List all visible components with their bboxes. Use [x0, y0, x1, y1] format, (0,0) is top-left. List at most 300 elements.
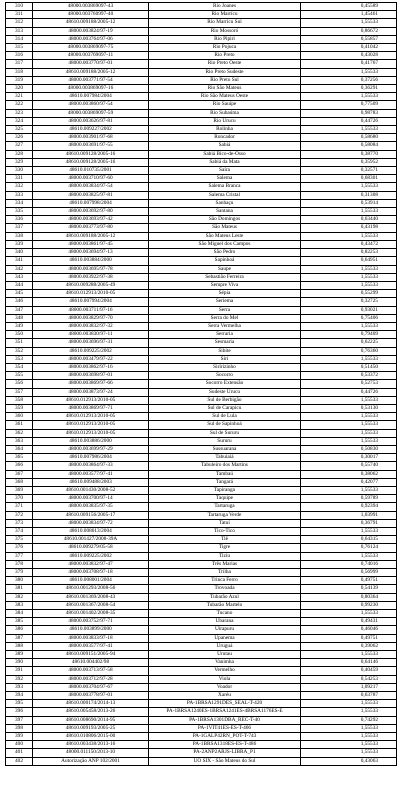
table-row: [6, 536, 397, 544]
process-number-cell: 48610.003886/2000: [33, 437, 149, 445]
rate-value-cell: 1,55533: [301, 700, 397, 708]
process-number-cell: 48610.009279/05-58: [33, 544, 149, 552]
fields-table: [5, 2, 397, 766]
table-row: [6, 724, 397, 732]
field-name-cell: Saupe: [149, 265, 301, 273]
table-row: [6, 298, 397, 306]
field-name-cell: Rio Preto: [149, 52, 301, 60]
row-number-cell: 398: [6, 724, 33, 732]
table-row: [6, 495, 397, 503]
process-number-cell: 48610.009128/2005-16: [33, 158, 149, 166]
process-number-cell: 48610.003438/2013-16: [33, 741, 149, 749]
table-body: [6, 3, 397, 766]
process-number-cell: 48610.005458/2013-26: [33, 708, 149, 716]
process-number-cell: 48000.003694/97-13: [33, 249, 149, 257]
field-name-cell: Rio São Mateus: [149, 85, 301, 93]
field-name-cell: São Mateus Leste: [149, 232, 301, 240]
table-row: [6, 208, 397, 216]
row-number-cell: 353: [6, 355, 33, 363]
row-number-cell: 338: [6, 232, 33, 240]
row-number-cell: 350: [6, 331, 33, 339]
rate-value-cell: 1,55533: [301, 741, 397, 749]
row-number-cell: 399: [6, 733, 33, 741]
row-number-cell: 311: [6, 11, 33, 19]
process-number-cell: 48000.003696/97-31: [33, 339, 149, 347]
rate-value-cell: 0,31308: [301, 191, 397, 199]
table-row: [6, 388, 397, 396]
field-name-cell: PA-1BRSA1301DBA_REC-T-40: [149, 716, 301, 724]
table-row: [6, 3, 397, 11]
rate-value-cell: 0,41042: [301, 44, 397, 52]
table-row: [6, 462, 397, 470]
row-number-cell: 327: [6, 142, 33, 150]
row-number-cell: 343: [6, 273, 33, 281]
row-number-cell: 346: [6, 298, 33, 306]
process-number-cell: 48000.003869097-16: [33, 85, 149, 93]
process-number-cell: 48610.000174/2014-13: [33, 700, 149, 708]
rate-value-cell: 0,54139: [301, 585, 397, 593]
rate-value-cell: 1,55533: [301, 183, 397, 191]
process-number-cell: 48610.007998/2004: [33, 199, 149, 207]
process-number-cell: 48000.003770/97-01: [33, 60, 149, 68]
field-name-cell: Sabiá da Mata: [149, 158, 301, 166]
rate-value-cell: 0,49431: [301, 618, 397, 626]
field-name-cell: UO SIX - São Mateus do Sul: [149, 757, 301, 765]
field-name-cell: PA-1BRSA1318ES-ES-T-486: [149, 741, 301, 749]
table-row: [6, 445, 397, 453]
table-row: [6, 478, 397, 486]
process-number-cell: 48000.003829/97-70: [33, 314, 149, 322]
rate-value-cell: 0,38062: [301, 470, 397, 478]
table-row: [6, 519, 397, 527]
row-number-cell: 323: [6, 109, 33, 117]
process-number-cell: 48610.009225/2002: [33, 347, 149, 355]
rate-value-cell: 1,55533: [301, 708, 397, 716]
rate-value-cell: 1,55533: [301, 273, 397, 281]
process-number-cell: 48000.003830/97-11: [33, 331, 149, 339]
process-number-cell: 48000.003901/97-68: [33, 134, 149, 142]
row-number-cell: 363: [6, 437, 33, 445]
row-number-cell: 318: [6, 68, 33, 76]
rate-value-cell: 1,55533: [301, 486, 397, 494]
row-number-cell: 402: [6, 757, 33, 765]
rate-value-cell: 0,74292: [301, 716, 397, 724]
rate-value-cell: 0,93021: [301, 306, 397, 314]
row-number-cell: 383: [6, 601, 33, 609]
rate-value-cell: 0,92394: [301, 503, 397, 511]
field-name-cell: Sépia: [149, 290, 301, 298]
table-row: [6, 85, 397, 93]
process-number-cell: 48000.003626/97-81: [33, 117, 149, 125]
field-name-cell: Tigre: [149, 544, 301, 552]
process-number-cell: 48000.003693/97-42: [33, 216, 149, 224]
field-name-cell: Sul de Carapicu: [149, 404, 301, 412]
process-number-cell: 48610.008690/2014-95: [33, 716, 149, 724]
row-number-cell: 337: [6, 224, 33, 232]
row-number-cell: 325: [6, 126, 33, 134]
field-name-cell: Sudeste Urucu: [149, 388, 301, 396]
process-number-cell: 48610.003899/2000: [33, 626, 149, 634]
field-name-cell: Sul de Berbigão: [149, 396, 301, 404]
table-row: [6, 372, 397, 380]
rate-value-cell: 0,53130: [301, 404, 397, 412]
row-number-cell: 310: [6, 3, 33, 11]
rate-value-cell: 1,55533: [301, 208, 397, 216]
field-name-cell: Sul de Sapinhoá: [149, 421, 301, 429]
field-name-cell: Tartaruga Verde: [149, 511, 301, 519]
process-number-cell: 48000.011150/2013-10: [33, 749, 149, 757]
row-number-cell: 393: [6, 683, 33, 691]
process-number-cell: 48000.003708/97-18: [33, 569, 149, 577]
rate-value-cell: 1,55533: [301, 19, 397, 27]
rate-value-cell: 0,45589: [301, 3, 397, 11]
table-row: [6, 429, 397, 437]
table-row: [6, 733, 397, 741]
field-name-cell: Rio Urucu: [149, 117, 301, 125]
process-number-cell: 48610.007984/2004: [33, 93, 149, 101]
field-name-cell: Sururu: [149, 437, 301, 445]
process-number-cell: 48610.009188/2005-12: [33, 232, 149, 240]
field-name-cell: Salema Branca: [149, 183, 301, 191]
field-name-cell: Tiê: [149, 536, 301, 544]
table-row: [6, 224, 397, 232]
row-number-cell: 347: [6, 306, 33, 314]
table-row: [6, 265, 397, 273]
field-name-cell: Trovoada: [149, 585, 301, 593]
field-name-cell: Serra do Mel: [149, 314, 301, 322]
field-name-cell: Rio Subaúma: [149, 109, 301, 117]
field-name-cell: PA-1BRSA1240ES-1BRSA1241ES-4BRSA1176ES-E: [149, 708, 301, 716]
rate-value-cell: 0,32571: [301, 167, 397, 175]
process-number-cell: 48000.003869/97-71: [33, 404, 149, 412]
field-name-cell: Voador: [149, 683, 301, 691]
table-row: [6, 199, 397, 207]
rate-value-cell: 0,35952: [301, 158, 397, 166]
field-name-cell: Upanema: [149, 634, 301, 642]
rate-value-cell: 0,74016: [301, 560, 397, 568]
table-row: [6, 101, 397, 109]
process-number-cell: 48000.003861/97-45: [33, 240, 149, 248]
rate-value-cell: 0,63787: [301, 692, 397, 700]
field-name-cell: Tangará: [149, 478, 301, 486]
rate-value-cell: 0,36291: [301, 85, 397, 93]
process-number-cell: 48000.003833/97-18: [33, 634, 149, 642]
table-row: [6, 134, 397, 142]
table-row: [6, 667, 397, 675]
row-number-cell: 380: [6, 577, 33, 585]
field-name-cell: Taquipe: [149, 495, 301, 503]
table-row: [6, 35, 397, 43]
process-number-cell: 48000.003577/97-41: [33, 470, 149, 478]
row-number-cell: 341: [6, 257, 33, 265]
table-row: [6, 404, 397, 412]
rate-value-cell: 0,55740: [301, 462, 397, 470]
field-name-cell: PA-2ANP2ARJS-LIBRA_P1: [149, 749, 301, 757]
rate-value-cell: 1,09217: [301, 683, 397, 691]
process-number-cell: 48610.012913/2010-05: [33, 290, 149, 298]
table-row: [6, 560, 397, 568]
field-name-cell: Siri: [149, 355, 301, 363]
row-number-cell: 340: [6, 249, 33, 257]
table-row: [6, 191, 397, 199]
row-number-cell: 342: [6, 265, 33, 273]
rate-value-cell: 0,86672: [301, 27, 397, 35]
row-number-cell: 360: [6, 413, 33, 421]
row-number-cell: 316: [6, 52, 33, 60]
document-page: [5, 2, 397, 766]
rate-value-cell: 0,50830: [301, 445, 397, 453]
rate-value-cell: 1,55533: [301, 281, 397, 289]
rate-value-cell: 1,55533: [301, 68, 397, 76]
table-row: [6, 109, 397, 117]
process-number-cell: Autorização ANP 102/2001: [33, 757, 149, 765]
field-name-cell: Tatuí: [149, 519, 301, 527]
process-number-cell: 48610.008001/2004: [33, 577, 149, 585]
field-name-cell: Tabuleiro dos Martins: [149, 462, 301, 470]
table-row: [6, 454, 397, 462]
process-number-cell: 48610.004402/98: [33, 659, 149, 667]
row-number-cell: 356: [6, 380, 33, 388]
field-name-cell: Trinca Ferro: [149, 577, 301, 585]
table-row: [6, 216, 397, 224]
field-name-cell: Rio Marrícu: [149, 11, 301, 19]
row-number-cell: 339: [6, 240, 33, 248]
field-name-cell: Rio São Mateus Oeste: [149, 93, 301, 101]
field-name-cell: Rio Marrícu Sul: [149, 19, 301, 27]
process-number-cell: 48000.003769097-11: [33, 52, 149, 60]
table-row: [6, 503, 397, 511]
rate-value-cell: 0,44726: [301, 117, 397, 125]
process-number-cell: 48000.003698/97-01: [33, 372, 149, 380]
process-number-cell: 48000.003873/97-24: [33, 388, 149, 396]
field-name-cell: Socorro Extensão: [149, 380, 301, 388]
rate-value-cell: 1,55533: [301, 437, 397, 445]
table-row: [6, 19, 397, 27]
field-name-cell: São Miguel dos Campos: [149, 240, 301, 248]
rate-value-cell: 1,45461: [301, 11, 397, 19]
field-name-cell: Serra Vermelha: [149, 322, 301, 330]
table-row: [6, 167, 397, 175]
table-row: [6, 52, 397, 60]
field-name-cell: Uruguá: [149, 642, 301, 650]
field-name-cell: Tubarão Martelo: [149, 601, 301, 609]
table-row: [6, 700, 397, 708]
rate-value-cell: 0,37256: [301, 76, 397, 84]
table-row: [6, 380, 397, 388]
rate-value-cell: 1,55533: [301, 651, 397, 659]
rate-value-cell: 0,49751: [301, 634, 397, 642]
row-number-cell: 367: [6, 470, 33, 478]
process-number-cell: 48610.009188/2005-12: [33, 68, 149, 76]
row-number-cell: 381: [6, 585, 33, 593]
field-name-cell: São Domingos: [149, 216, 301, 224]
table-row: [6, 593, 397, 601]
process-number-cell: 48000.003691/97-55: [33, 142, 149, 150]
process-number-cell: 48610.009227/2002: [33, 126, 149, 134]
table-row: [6, 569, 397, 577]
row-number-cell: 385: [6, 618, 33, 626]
rate-value-cell: 1,55533: [301, 733, 397, 741]
process-number-cell: 48000.003752/97-71: [33, 618, 149, 626]
process-number-cell: 48610.001293/2008-56: [33, 585, 149, 593]
process-number-cell: 48610.001369/2008-43: [33, 593, 149, 601]
process-number-cell: 48610.012913/2010-05: [33, 429, 149, 437]
process-number-cell: 48610.001367/2008-54: [33, 601, 149, 609]
table-row: [6, 93, 397, 101]
rate-value-cell: 0,62225: [301, 339, 397, 347]
table-row: [6, 150, 397, 158]
row-number-cell: 369: [6, 486, 33, 494]
rate-value-cell: 0,75406: [301, 314, 397, 322]
rate-value-cell: 0,39062: [301, 642, 397, 650]
process-number-cell: 48000.003869/97-66: [33, 380, 149, 388]
rate-value-cell: 0,43063: [301, 757, 397, 765]
process-number-cell: 48000.003869097-43: [33, 3, 149, 11]
rate-value-cell: 0,82253: [301, 249, 397, 257]
row-number-cell: 321: [6, 93, 33, 101]
rate-value-cell: 0,58084: [301, 142, 397, 150]
rate-value-cell: 1,55533: [301, 93, 397, 101]
rate-value-cell: 1,55533: [301, 265, 397, 273]
field-name-cell: Serraria: [149, 331, 301, 339]
table-row: [6, 396, 397, 404]
row-number-cell: 387: [6, 634, 33, 642]
field-name-cell: PA-1GALP42RN_POT-T-743: [149, 733, 301, 741]
rate-value-cell: 1,55533: [301, 396, 397, 404]
process-number-cell: 48000.003713/97-58: [33, 667, 149, 675]
field-name-cell: Sul de Sururu: [149, 429, 301, 437]
field-name-cell: Santana: [149, 208, 301, 216]
row-number-cell: 344: [6, 281, 33, 289]
field-name-cell: Trilha: [149, 569, 301, 577]
row-number-cell: 349: [6, 322, 33, 330]
row-number-cell: 317: [6, 60, 33, 68]
row-number-cell: 371: [6, 503, 33, 511]
table-row: [6, 486, 397, 494]
process-number-cell: 48610.012913/2010-05: [33, 413, 149, 421]
rate-value-cell: 0,64146: [301, 659, 397, 667]
table-row: [6, 577, 397, 585]
field-name-cell: Tapiranga: [149, 486, 301, 494]
rate-value-cell: 0,77509: [301, 101, 397, 109]
row-number-cell: 374: [6, 528, 33, 536]
table-row: [6, 601, 397, 609]
process-number-cell: 48610.009188/2005-12: [33, 19, 149, 27]
field-name-cell: Rio Preto Sul: [149, 76, 301, 84]
rate-value-cell: 0,63440: [301, 216, 397, 224]
table-row: [6, 68, 397, 76]
process-number-cell: 48610.009128/2005-16: [33, 150, 149, 158]
table-row: [6, 413, 397, 421]
field-name-cell: Sapinhoá: [149, 257, 301, 265]
process-number-cell: 48000.003479/97-22: [33, 355, 149, 363]
process-number-cell: 48000.003764/97-06: [33, 35, 149, 43]
rate-value-cell: 0,44726: [301, 388, 397, 396]
field-name-cell: Tubarão Azul: [149, 593, 301, 601]
table-row: [6, 355, 397, 363]
row-number-cell: 388: [6, 642, 33, 650]
row-number-cell: 396: [6, 708, 33, 716]
row-number-cell: 313: [6, 27, 33, 35]
row-number-cell: 361: [6, 421, 33, 429]
process-number-cell: 48000.003834/97-72: [33, 519, 149, 527]
rate-value-cell: 0,76360: [301, 347, 397, 355]
process-number-cell: 48000.003695/97-78: [33, 265, 149, 273]
table-row: [6, 11, 397, 19]
row-number-cell: 335: [6, 208, 33, 216]
row-number-cell: 354: [6, 363, 33, 371]
table-row: [6, 240, 397, 248]
field-name-cell: Rio Preto Oeste: [149, 60, 301, 68]
row-number-cell: 355: [6, 372, 33, 380]
rate-value-cell: 0,38770: [301, 150, 397, 158]
row-number-cell: 319: [6, 76, 33, 84]
row-number-cell: 315: [6, 44, 33, 52]
table-row: [6, 339, 397, 347]
field-name-cell: Rio Pojuca: [149, 44, 301, 52]
rate-value-cell: 1,55533: [301, 429, 397, 437]
table-row: [6, 175, 397, 183]
process-number-cell: 48000.003771/97-54: [33, 76, 149, 84]
row-number-cell: 322: [6, 101, 33, 109]
process-number-cell: 48610.003884/2000: [33, 257, 149, 265]
row-number-cell: 330: [6, 167, 33, 175]
process-number-cell: 48610.001402/2008-35: [33, 610, 149, 618]
field-name-cell: Seriema: [149, 298, 301, 306]
rate-value-cell: 0,36791: [301, 519, 397, 527]
field-name-cell: Salema Cristal: [149, 191, 301, 199]
rate-value-cell: 0,51450: [301, 363, 397, 371]
process-number-cell: 48000.003710/97-60: [33, 175, 149, 183]
row-number-cell: 351: [6, 339, 33, 347]
table-row: [6, 249, 397, 257]
rate-value-cell: 1,55533: [301, 724, 397, 732]
rate-value-cell: 0,79409: [301, 331, 397, 339]
field-name-cell: Serra: [149, 306, 301, 314]
table-row: [6, 749, 397, 757]
rate-value-cell: 0,49751: [301, 577, 397, 585]
table-row: [6, 683, 397, 691]
row-number-cell: 333: [6, 191, 33, 199]
row-number-cell: 336: [6, 216, 33, 224]
field-name-cell: PA-1BRSA1291DES_SEAL-T-420: [149, 700, 301, 708]
table-row: [6, 741, 397, 749]
table-row: [6, 363, 397, 371]
rate-value-cell: 0,55857: [301, 35, 397, 43]
rate-value-cell: 1,55533: [301, 413, 397, 421]
process-number-cell: 48000.003864/97-33: [33, 462, 149, 470]
row-number-cell: 401: [6, 749, 33, 757]
rate-value-cell: 0,53372: [301, 372, 397, 380]
table-row: [6, 331, 397, 339]
rate-value-cell: 0,76124: [301, 544, 397, 552]
process-number-cell: 48000.003835/97-35: [33, 503, 149, 511]
field-name-cell: Sanhaçu: [149, 199, 301, 207]
table-row: [6, 437, 397, 445]
process-number-cell: 48610.009156/2005-17: [33, 511, 149, 519]
field-name-cell: Xaréu: [149, 692, 301, 700]
table-row: [6, 757, 397, 765]
field-name-cell: Vermelho: [149, 667, 301, 675]
table-row: [6, 126, 397, 134]
process-number-cell: 48000.003825/97-81: [33, 191, 149, 199]
table-row: [6, 470, 397, 478]
field-name-cell: Saíra: [149, 167, 301, 175]
table-row: [6, 618, 397, 626]
row-number-cell: 362: [6, 429, 33, 437]
row-number-cell: 386: [6, 626, 33, 634]
row-number-cell: 324: [6, 117, 33, 125]
